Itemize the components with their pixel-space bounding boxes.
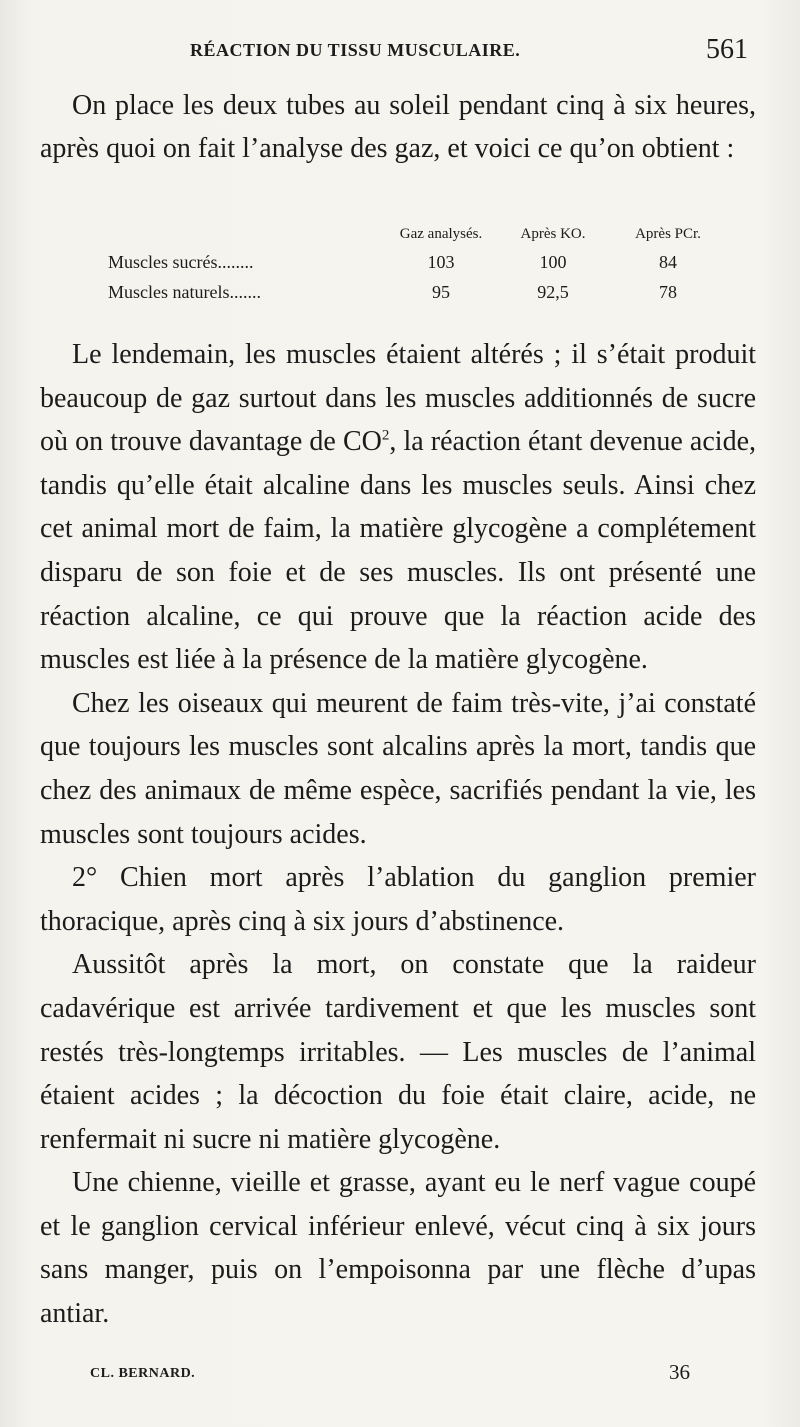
table-cell: 84 [659, 252, 677, 272]
table-header-pcr: Après PCr. [635, 226, 701, 242]
table-row [108, 282, 728, 312]
table-header-row [108, 226, 728, 252]
paragraph-rigor: Aussitôt après la mort, on constate que la raideur cadavérique est arrivée tardivement et que les muscles sont restés très-longtemps irritables. — Les muscles de l’animal étaient acides ; la décoction du foie était claire, acide, ne renfermait ni sucre ni matière glycogène. [40, 949, 756, 1155]
table-cell: 78 [659, 282, 677, 302]
intro-block [40, 84, 756, 170]
table-cell: 100 [539, 252, 567, 272]
paragraph-birds: Chez les oiseaux qui meurent de faim très-vite, j’ai constaté que toujours les muscles sont alcalins après la mort, tandis que chez des animaux de même espèce, sacrifiés pendant la vie, les muscles sont toujours acides. [40, 687, 756, 850]
gas-analysis-table [108, 226, 728, 312]
paragraph-bitch-case: Une chienne, vieille et grasse, ayant eu le nerf vague coupé et le ganglion cervical inférieur enlevé, vécut cinq à six jours sans manger, puis on l’empoisonna par une flèche d’upas antiar. [40, 1167, 756, 1330]
paragraph-dog-case: 2° Chien mort après l’ablation du ganglion premier thoracique, après cinq à six jours d’abstinence. [40, 862, 756, 937]
table-header-gas: Gaz analysés. [399, 226, 483, 242]
paragraph-text: Le lendemain, les muscles étaient altérés ; il s’était produit beaucoup de gaz surtout dans les muscles additionnés de sucre où on trouve davantage de CO [40, 339, 756, 458]
main-text [40, 333, 756, 1336]
paragraph-muscles-altered [40, 333, 756, 682]
author-signature: CL. BERNARD. [90, 1366, 196, 1381]
table-header-ko: Après KO. [520, 226, 586, 242]
paragraph-text: , la réaction étant devenue acide, tandis qu’elle était alcaline dans les muscles seuls. Ainsi chez cet animal mort de faim, la matière glycogène a complétement disparu de son foie et de ses muscles. Ils ont présenté une réaction alcaline, ce qui prouve que la réaction acide des muscles est liée à la présence de la matière glycogène. [40, 426, 756, 676]
table-cell: 95 [432, 282, 450, 302]
table-cell: 103 [427, 252, 455, 272]
page-number: 561 [706, 34, 748, 65]
page-footer [90, 1360, 710, 1390]
page-header [40, 36, 752, 76]
table-cell: 92,5 [537, 282, 569, 302]
intro-paragraph: On place les deux tubes au soleil pendant cinq à six heures, après quoi on fait l’analyse des gaz, et voici ce qu’on obtient : [40, 90, 756, 164]
table-row-label: Muscles naturels....... [108, 282, 261, 302]
running-title: RÉACTION DU TISSU MUSCULAIRE. [190, 40, 521, 60]
table-row-label: Muscles sucrés........ [108, 252, 254, 272]
sheet-number: 36 [669, 1360, 690, 1384]
superscript: 2 [381, 427, 390, 444]
table-row [108, 252, 728, 282]
